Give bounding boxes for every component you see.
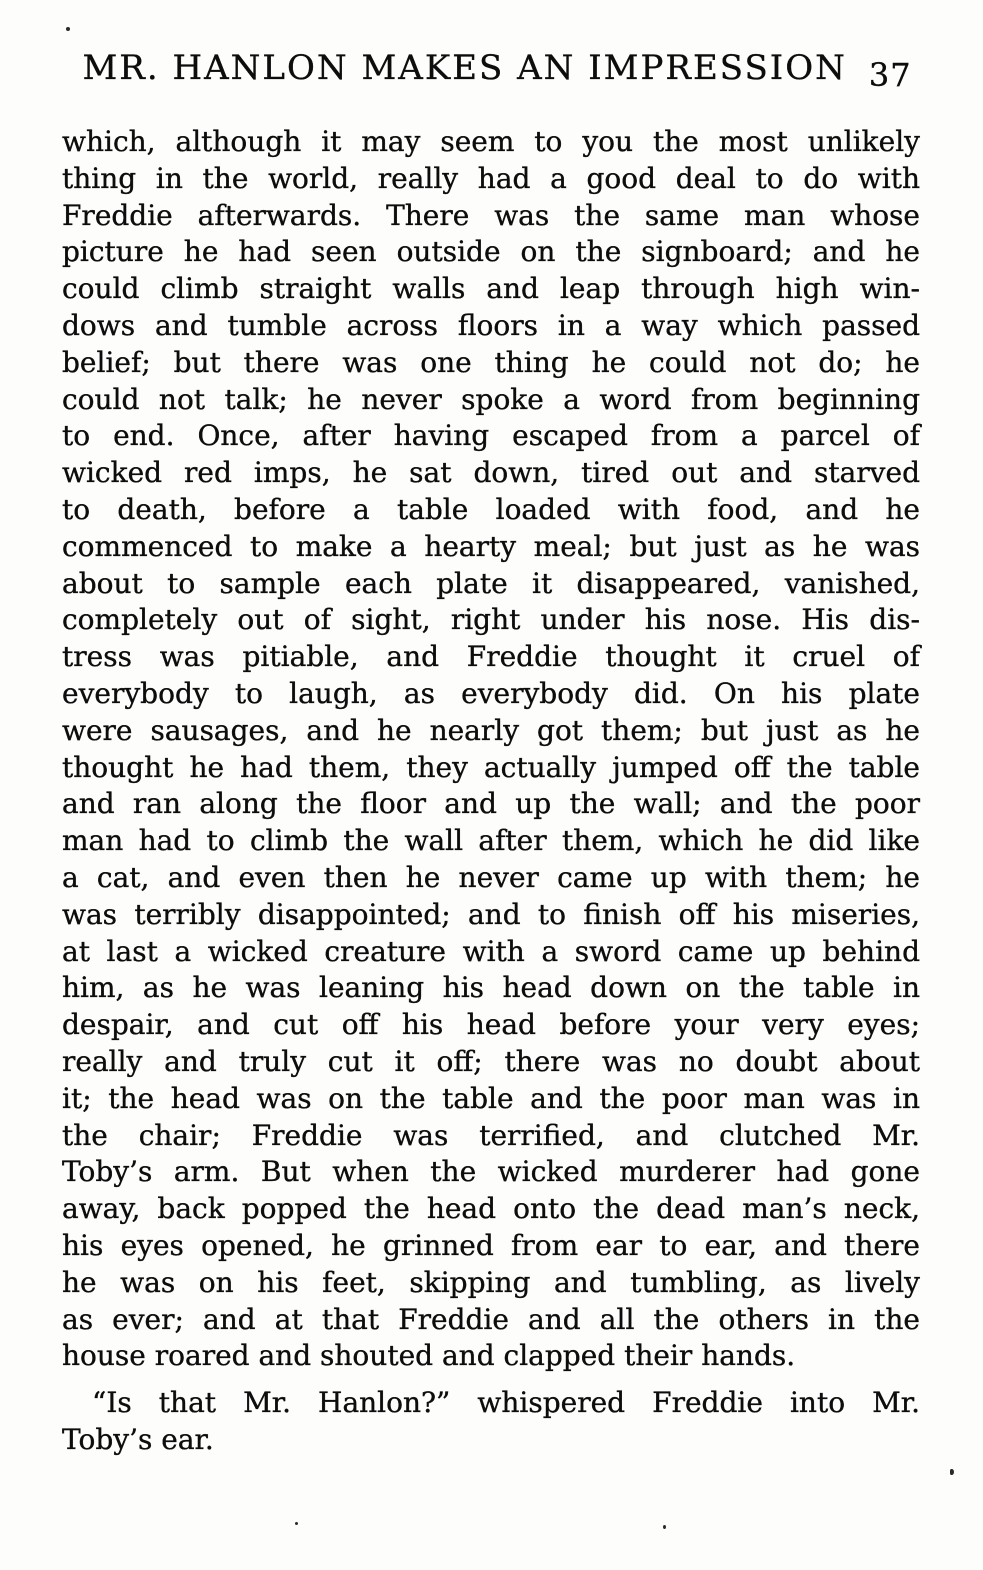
text-line: man had to climb the wall after them, which he did like (62, 824, 920, 858)
text-line: “Is that Mr. Hanlon?” whispered Freddie into Mr. (92, 1386, 920, 1420)
text-line: was terribly disappointed; and to finish off his miseries, (62, 897, 920, 931)
text-line: despair, and cut off his head before your very eyes; (62, 1008, 920, 1042)
text-line: everybody to laugh, as everybody did. On his plate (62, 676, 920, 710)
text-line: about to sample each plate it disappeared, vanished, (62, 566, 920, 600)
scan-speckle (295, 1522, 298, 1525)
running-head-title: MR. HANLON MAKES AN IMPRESSION (82, 48, 847, 88)
text-line: really and truly cut it off; there was no doubt about (62, 1044, 920, 1078)
text-line: him, as he was leaning his head down on the table in (62, 971, 920, 1005)
text-line: were sausages, and he nearly got them; but just as he (62, 713, 920, 747)
text-line: Freddie afterwards. There was the same man whose (62, 198, 920, 232)
text-line: Toby’s ear. (62, 1422, 214, 1456)
text-line: to death, before a table loaded with food, and he (62, 492, 920, 526)
text-line: thing in the world, really had a good deal to do with (62, 161, 920, 195)
scan-speckle (950, 1469, 954, 1475)
page-number: 37 (868, 56, 912, 94)
text-line: Toby’s arm. But when the wicked murderer had gone (62, 1155, 920, 1189)
text-line: dows and tumble across floors in a way which passed (62, 308, 920, 342)
text-line: at last a wicked creature with a sword came up behind (62, 934, 920, 968)
text-line: as ever; and at that Freddie and all the others in the (62, 1302, 920, 1336)
text-line: away, back popped the head onto the dead man’s neck, (62, 1192, 920, 1226)
text-line: his eyes opened, he grinned from ear to ear, and there (62, 1228, 920, 1262)
text-line: and ran along the floor and up the wall; and the poor (62, 787, 920, 821)
text-line: house roared and shouted and clapped their hands. (62, 1339, 796, 1373)
text-line: tress was pitiable, and Freddie thought it cruel of (62, 640, 920, 674)
text-line: the chair; Freddie was terrified, and clutched Mr. (62, 1118, 920, 1152)
scan-speckle (66, 27, 70, 31)
text-line: commenced to make a hearty meal; but just as he was (62, 529, 920, 563)
text-line: could climb straight walls and leap through high win- (62, 272, 920, 306)
text-line: it; the head was on the table and the poor man was in (62, 1081, 920, 1115)
text-line: which, although it may seem to you the most unlikely (62, 125, 920, 158)
text-line: completely out of sight, right under his nose. His dis- (62, 603, 920, 637)
text-line: a cat, and even then he never came up with them; he (62, 860, 920, 894)
text-line: could not talk; he never spoke a word from beginning (62, 382, 920, 416)
text-line: to end. Once, after having escaped from a parcel of (62, 419, 920, 453)
paragraph-1 (62, 124, 920, 1375)
text-line: wicked red imps, he sat down, tired out and starved (62, 456, 920, 490)
scan-speckle (663, 1525, 666, 1529)
text-line: he was on his feet, skipping and tumbling, as lively (62, 1265, 920, 1299)
text-line: thought he had them, they actually jumped off the table (62, 750, 920, 784)
page-body (62, 124, 920, 1459)
text-line: belief; but there was one thing he could not do; he (62, 345, 920, 379)
page-header (62, 48, 932, 94)
text-line: picture he had seen outside on the signboard; and he (62, 235, 920, 269)
paragraph-2 (62, 1385, 920, 1459)
